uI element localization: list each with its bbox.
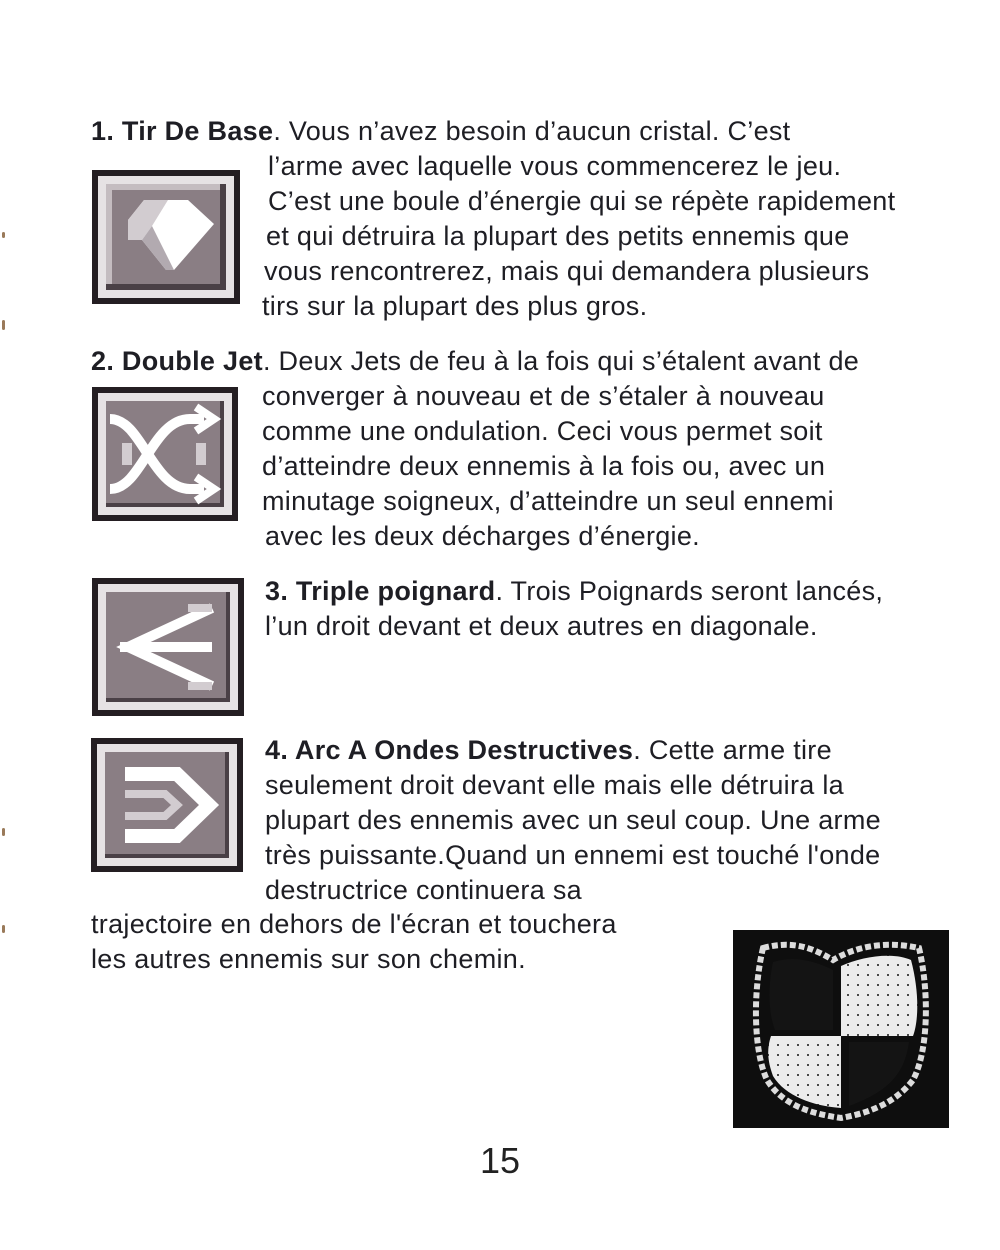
edge-mark: [2, 320, 5, 330]
weapon-4-line-7: les autres ennemis sur son chemin.: [91, 944, 526, 974]
weapon-3-title: 3. Triple poignard: [265, 576, 496, 606]
weapon-4-line-3: plupart des ennemis avec un seul coup. Une arme: [265, 805, 881, 835]
edge-mark: [2, 925, 5, 933]
weapon-1-line-4: et qui détruira la plupart des petits ennemis que: [266, 221, 850, 251]
weapon-1-line-3: C’est une boule d’énergie qui se répète rapidement: [268, 186, 896, 216]
weapon-2-title: 2. Double Jet: [91, 346, 263, 376]
weapon-1-line-6: tirs sur la plupart des plus gros.: [262, 291, 648, 321]
weapon-1-line-1: [91, 114, 791, 149]
checkered-shield-icon: [733, 930, 949, 1128]
weapon-2-line-5: minutage soigneux, d’atteindre un seul ennemi: [262, 486, 834, 516]
weapon-3-line-1: [265, 574, 883, 609]
weapon-1-title: 1. Tir De Base: [91, 116, 274, 146]
weapon-2-text: . Deux Jets de feu à la fois qui s’étalent avant de: [262, 346, 860, 376]
weapon-1-line-2: l’arme avec laquelle vous commencerez le jeu.: [268, 151, 842, 181]
diamond-energy-ball-icon: [92, 170, 240, 304]
weapon-2-line-3: comme une ondulation. Ceci vous permet soit: [262, 416, 823, 446]
weapon-4-line-4: très puissante.Quand un ennemi est touché l'onde: [265, 840, 881, 870]
weapon-4-line-1: [265, 733, 832, 768]
weapon-1-text: . Vous n’avez besoin d’aucun cristal. C’est: [273, 116, 791, 146]
edge-mark: [2, 232, 5, 238]
weapon-4-line-6: trajectoire en dehors de l'écran et touchera: [91, 909, 617, 939]
page-number: 15: [479, 1140, 521, 1181]
weapon-1-line-5: vous rencontrerez, mais qui demandera plusieurs: [264, 256, 870, 286]
weapon-3-line-2: l’un droit devant et deux autres en diagonale.: [265, 611, 818, 641]
double-jet-icon: [92, 387, 238, 521]
weapon-2-line-2: converger à nouveau et de s’étaler à nouveau: [262, 381, 825, 411]
weapon-4-line-5: destructrice continuera sa: [265, 875, 582, 905]
weapon-4-title: 4. Arc A Ondes Destructives: [265, 735, 634, 765]
weapon-3-text: . Trois Poignards seront lancés,: [495, 576, 884, 606]
edge-mark: [2, 828, 5, 836]
weapon-2-line-6: avec les deux décharges d’énergie.: [265, 521, 700, 551]
wave-arc-icon: [91, 738, 243, 872]
weapon-2-line-1: [91, 344, 859, 379]
weapon-2-line-4: d’atteindre deux ennemis à la fois ou, avec un: [262, 451, 826, 481]
weapon-4-line-2: seulement droit devant elle mais elle détruira la: [265, 770, 844, 800]
triple-dagger-icon: [92, 578, 244, 716]
weapon-4-text: . Cette arme tire: [633, 735, 832, 765]
